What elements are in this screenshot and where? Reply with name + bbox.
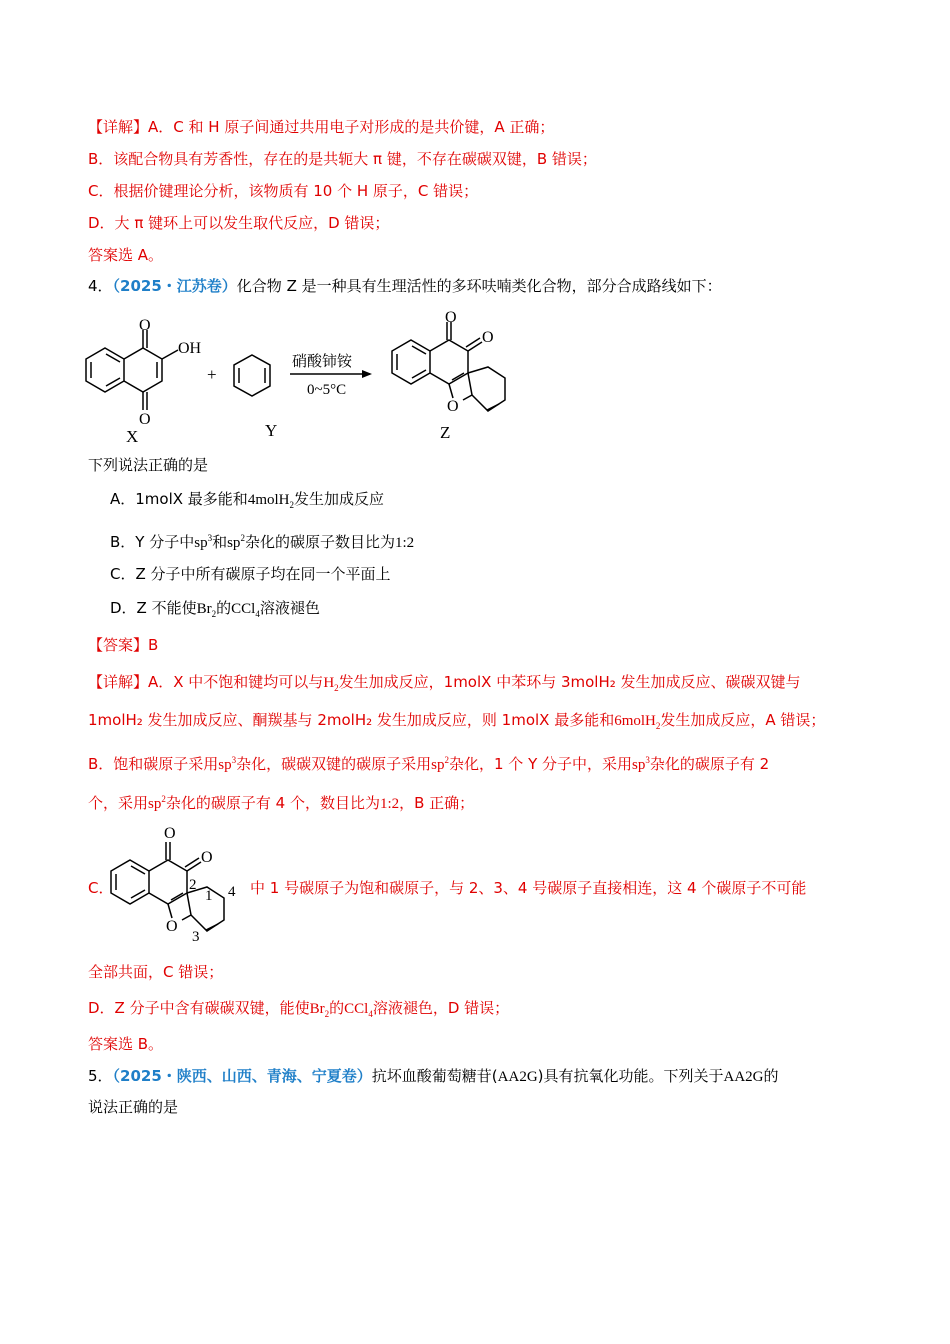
q4-explain-5: 中 1 号碳原子为饱和碳原子，与 2、3、4 号碳原子直接相连，这 4 个碳原子不可能 — [250, 879, 807, 897]
reaction-arrow — [290, 352, 372, 398]
q4-stem — [88, 276, 722, 296]
carbon-number-2: 2 — [189, 877, 197, 893]
z-oxygen-right: O — [482, 329, 494, 346]
label-y: Y — [265, 421, 278, 440]
compound-y — [234, 355, 277, 440]
explain-line-b: B．该配合物具有芳香性，存在的是共轭大 π 键，不存在碳碳双键，B 错误； — [88, 150, 597, 168]
q4-explain-4: 个，采用$sp^2$杂化的碳原子有 4 个，数目比为1:2，B 正确； — [88, 794, 475, 812]
label-z: Z — [440, 423, 451, 442]
q4-number: 4． — [88, 277, 113, 295]
option-d: D．Z 不能使$Br_2$的CCl$_4$溶液褪色 — [110, 599, 320, 619]
carbon-number-3: 3 — [192, 929, 200, 945]
q4-explain-8: 答案选 B。 — [88, 1035, 164, 1053]
q4-explain-1: 【详解】A．X 中不饱和键均可以与$H_2$发生加成反应，1molX 中苯环与 3molH₂ 发生加成反应、碳碳双键与 — [88, 673, 801, 693]
q4-explain-7: D．Z 分子中含有碳碳双键，能使$Br_2$的CCl$_4$溶液褪色，D 错误； — [88, 999, 510, 1019]
q5-stem: 5．（2025・陕西、山西、青海、宁夏卷）抗坏血酸葡萄糖苷(AA2G)具有抗氧化功能。下列关于AA2G的 — [88, 1067, 779, 1085]
numbered-structure-z — [110, 820, 270, 945]
q4-explain-2: 1molH₂ 发生加成反应、酮羰基与 2molH₂ 发生加成反应，则 1molX 最多能和6molH$_2$发生加成反应，A 错误； — [88, 711, 826, 731]
explain-line-c: C．根据价键理论分析，该物质有 10 个 H 原子，C 错误； — [88, 182, 479, 200]
q4-source: （2025・江苏卷） — [112, 277, 237, 295]
q4-stem-text: 化合物 Z 是一种具有生理活性的多环呋喃类化合物，部分合成路线如下： — [236, 277, 722, 295]
explain-line-d: D．大 π 键环上可以发生取代反应，D 错误； — [88, 214, 390, 232]
q5-number: 5． — [88, 1067, 113, 1085]
nz-oxygen-furan: O — [166, 918, 178, 935]
x-oxygen-bottom: O — [139, 411, 151, 428]
nz-oxygen-right: O — [201, 849, 213, 866]
reaction-scheme — [0, 300, 950, 450]
option-a: A．1molX 最多能和4molH$_2$发生加成反应 — [110, 490, 384, 510]
q4-prompt: 下列说法正确的是 — [88, 456, 209, 474]
carbon-number-4: 4 — [228, 884, 236, 900]
option-c: C．Z 分子中所有碳原子均在同一个平面上 — [110, 565, 391, 583]
label-x: X — [126, 427, 139, 446]
nz-oxygen-top: O — [164, 825, 176, 842]
q4-answer: 【答案】B — [88, 636, 159, 654]
z-oxygen-top: O — [445, 309, 457, 326]
q4-explain-3: B．饱和碳原子采用$sp^3$杂化，碳碳双键的碳原子采用$sp^2$杂化，1 个 Y 分子中，采用$sp^3$杂化的碳原子有 2 — [88, 755, 770, 773]
q5-stem-cont: 说法正确的是 — [88, 1098, 179, 1116]
q5-source: （2025・陕西、山西、青海、宁夏卷） — [112, 1067, 372, 1085]
compound-x — [86, 317, 202, 446]
answer-choice-line: 答案选 A。 — [88, 246, 164, 264]
option-b: B．Y 分子中$sp^3$和$sp^2$杂化的碳原子数目比为1:2 — [110, 533, 415, 551]
reagent-text: 硝酸铈铵 — [292, 352, 353, 370]
explain-line-a: 【详解】A．C 和 H 原子间通过共用电子对形成的是共价键，A 正确； — [88, 118, 555, 136]
z-oxygen-furan: O — [447, 398, 459, 415]
carbon-number-1: 1 — [205, 888, 213, 904]
q4-explain-5-prefix: C． — [88, 879, 114, 897]
compound-z — [392, 309, 505, 442]
q4-explain-6: 全部共面，C 错误； — [88, 963, 224, 981]
condition-text: 0~5°C — [307, 382, 347, 398]
x-hydroxyl: OH — [178, 340, 202, 357]
x-oxygen-top: O — [139, 317, 151, 334]
plus-sign: + — [207, 365, 217, 384]
